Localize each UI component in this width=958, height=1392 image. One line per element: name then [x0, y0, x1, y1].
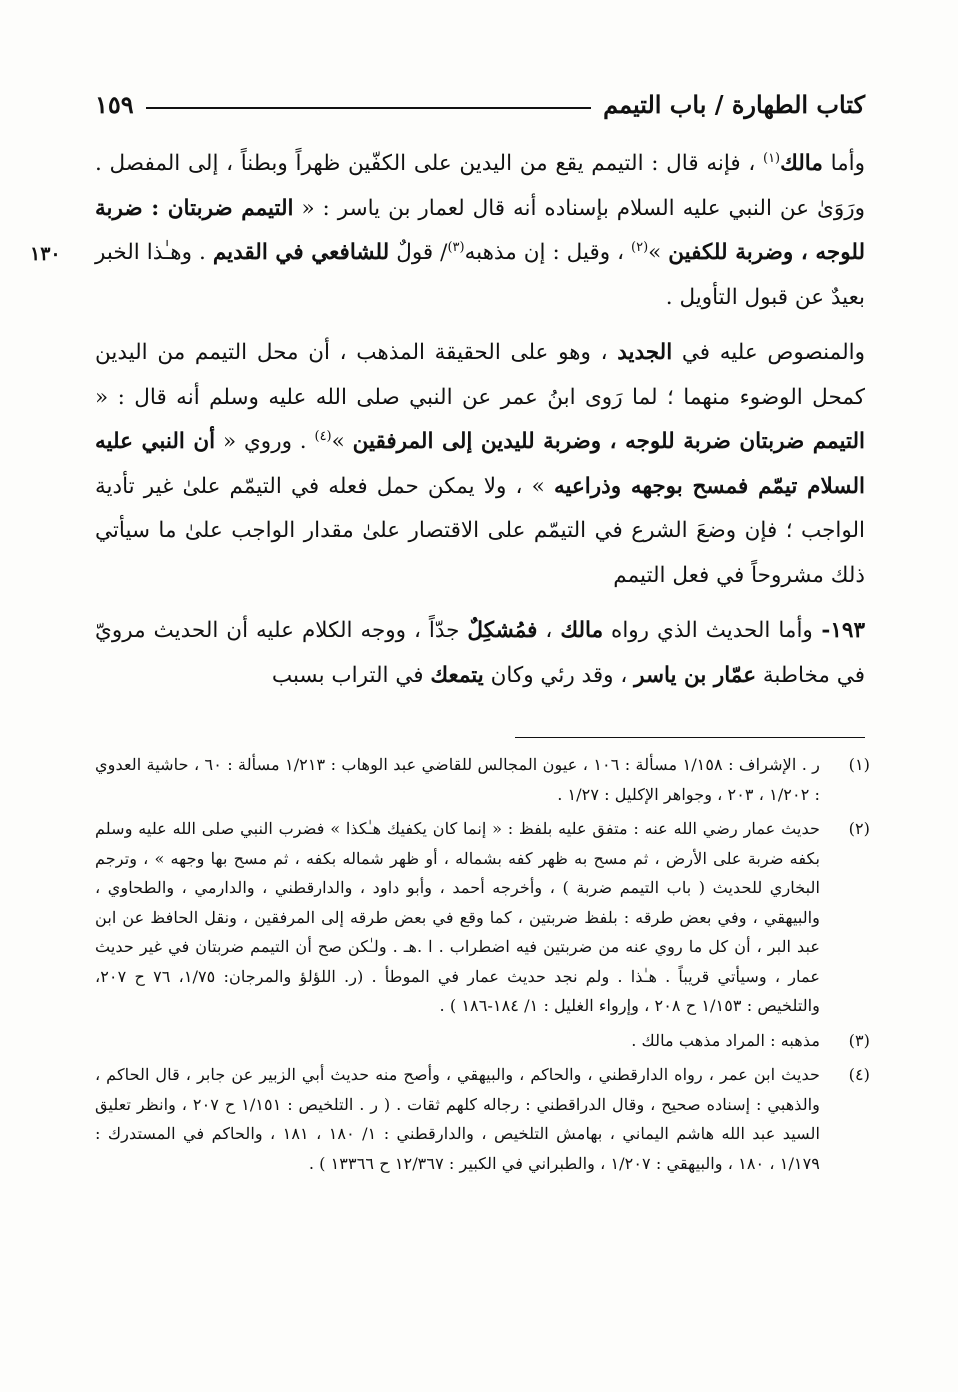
footnote-text: حديث ابن عمر ، رواه الدارقطني ، والحاكم ، والبيهقي ، وأصح منه حديث أبي الزبير عن جابر ، قال الحاكم ، والذهبي : إسناده صحيح ، وقال الدراقطني : رجاله كلهم ثقات . ( ر . التلخيص : ١/١٥١ ح ٢٠٧ ، وانظر تعليق السيد عبد الله هاشم اليماني ، بهامش التلخيص ، والدارقطني : ١/ ١٨٠ ، ١٨١ ، والحاكم في المستدرك : ١/١٧٩ ، ١٨٠ ، والبيهقي : ١/٢٠٧ ، والطبراني في الكبير : ١٢/٣٦٧ ح ١٣٣٦٦ ) .: [95, 1065, 820, 1173]
bold-term: عمّار بن ياسر: [634, 662, 757, 688]
bold-term: يتمعك: [430, 662, 484, 688]
bold-term: مالك: [780, 151, 823, 176]
chapter-title: كتاب الطهارة / باب التيمم: [603, 89, 865, 119]
footnote: [95, 750, 870, 809]
bold-term: الجديد: [617, 340, 673, 365]
footnote: [95, 1060, 870, 1178]
bold-quote: التيمم ضربتان ضربة للوجه ، وضربة لليدين إلى المرفقين: [352, 429, 865, 454]
footnote-ref: (٣): [447, 239, 465, 255]
footnote-number: (١): [848, 755, 870, 774]
footnote-ref: (١): [762, 150, 781, 166]
footnote-ref: (٤): [314, 428, 332, 444]
footnote-ref: (٢): [631, 239, 649, 255]
footnotes: [95, 750, 870, 1183]
footnote-separator: [515, 737, 865, 738]
footnote: [95, 814, 870, 1021]
footnote-number: (٤): [848, 1065, 870, 1084]
footnote: [95, 1026, 870, 1056]
header-rule: [146, 107, 591, 109]
main-text: [95, 142, 865, 709]
bold-quote: التيمم ضربتان : ضربة للوجه ، وضربة للكفين: [95, 195, 866, 265]
paragraph-2: والمنصوص عليه في الجديد ، وهو على الحقيقة المذهب ، أن محل التيمم من اليدين كمحل الوضوء منهما ؛ لما رَوى ابنُ عمر عن النبي صلى الله عليه وسلم أنه قال : « التيمم ضربتان ضربة للوجه ، وضربة لليدين إلى المرفقين »$^{(٤)}$ . وروي « أن النبي عليه السلام تيمّم فمسح بوجهه وذراعيه » ، ولا يمكن حمل فعله في التيمّم علىٰ غير تأدية الواجب ؛ فإن وضعَ الشرع في التيمّم على الاقتصار علىٰ مقدار الواجب علىٰ ما سيأتي ذلك مشروحاً في فعل التيمم: [95, 340, 865, 588]
footnote-text: مذهبه : المراد مذهب مالك .: [631, 1030, 820, 1050]
footnote-number: (٢): [848, 819, 870, 838]
bold-quote: أن النبي عليه السلام تيمّم فمسح بوجهه وذراعيه: [95, 429, 865, 499]
paragraph-1: وأما مالك$^{(١)}$ ، فإنه قال : التيمم يقع من اليدين على الكفّين ظهراً وبطناً ، إلى المفصل . ورَوَىٰ عن النبي عليه السلام بإسناده أنه قال لعمار بن ياسر : « التيمم ضربتان : ضربة للوجه ، وضربة للكفين »$^{(٢)}$ ، وقيل : إن مذهبه$^{(٣)}$/ قولٌ للشافعي في القديم . وهـٰذا الخبر بعيدٌ عن قبول التأويل .: [95, 150, 866, 310]
page-number: ١٥٩: [95, 89, 134, 119]
footnote-text: حديث عمار رضي الله عنه : متفق عليه بلفظ : « إنما كان يكفيك هـٰكذا » فضرب النبي صلى الله عليه وسلم بكفه ضربة على الأرض ، ثم مسح به ظهر كفه بشماله ، أو ظهر شماله بكفه ، ثم مسح بها وجهه » ، وترجم البخاري للحديث ( باب التيمم ضربة ) ، وأخرجه أحمد ، وأبو داود ، والدارقطني ، والدارمي ، والطحاوي ، والبيهقي ، وفي بعض طرقه : بلفظ ضربتين ، كما وقع في بعض طرقه إلى المرفقين ، ونقل الحافظ عن ابن عبد البر ، أن كل ما روي عنه من ضربتين فيه اضطراب . ا .هـ . ولـٰكن صح أن التيمم ضربتان في غير حديث عمار ، وسيأتي قريباً . هـٰذا . ولم نجد حديث عمار في الموطأ . (ر. اللؤلؤ والمرجان: ١/٧٥، ٧٦ ح ٢٠٧، والتلخيص : ١/١٥٣ ح ٢٠٨ ، وإرواء الغليل : ١/ ١٨٤-١٨٦ ) .: [95, 819, 820, 1015]
bold-term: للشافعي في القديم: [212, 240, 390, 265]
bold-term: مالك: [560, 618, 604, 643]
bold-term: فمُشكِلٌ: [467, 618, 538, 643]
running-header: [95, 84, 865, 124]
paragraph-3: ١٩٣- وأما الحديث الذي رواه مالك ، فمُشكِلٌ جدّاً ، ووجه الكلام عليه أن الحديث مرويّ في مخاطبة عمّار بن ياسر ، وقد رئي وكان يتمعك في التراب بسبب: [95, 618, 865, 688]
footnote-text: ر . الإشراف : ١/١٥٨ مسألة : ١٠٦ ، عيون المجالس للقاضي عبد الوهاب : ١/٢١٣ مسألة : ٦٠ ، حاشية العدوي : ١/٢٠٢ ، ٢٠٣ ، وجواهر الإكليل : ١/٢٧ .: [95, 755, 820, 804]
section-number: ١٩٣-: [812, 618, 865, 643]
footnote-number: (٣): [848, 1030, 870, 1050]
margin-reference-number: ١٣٠: [30, 243, 61, 265]
